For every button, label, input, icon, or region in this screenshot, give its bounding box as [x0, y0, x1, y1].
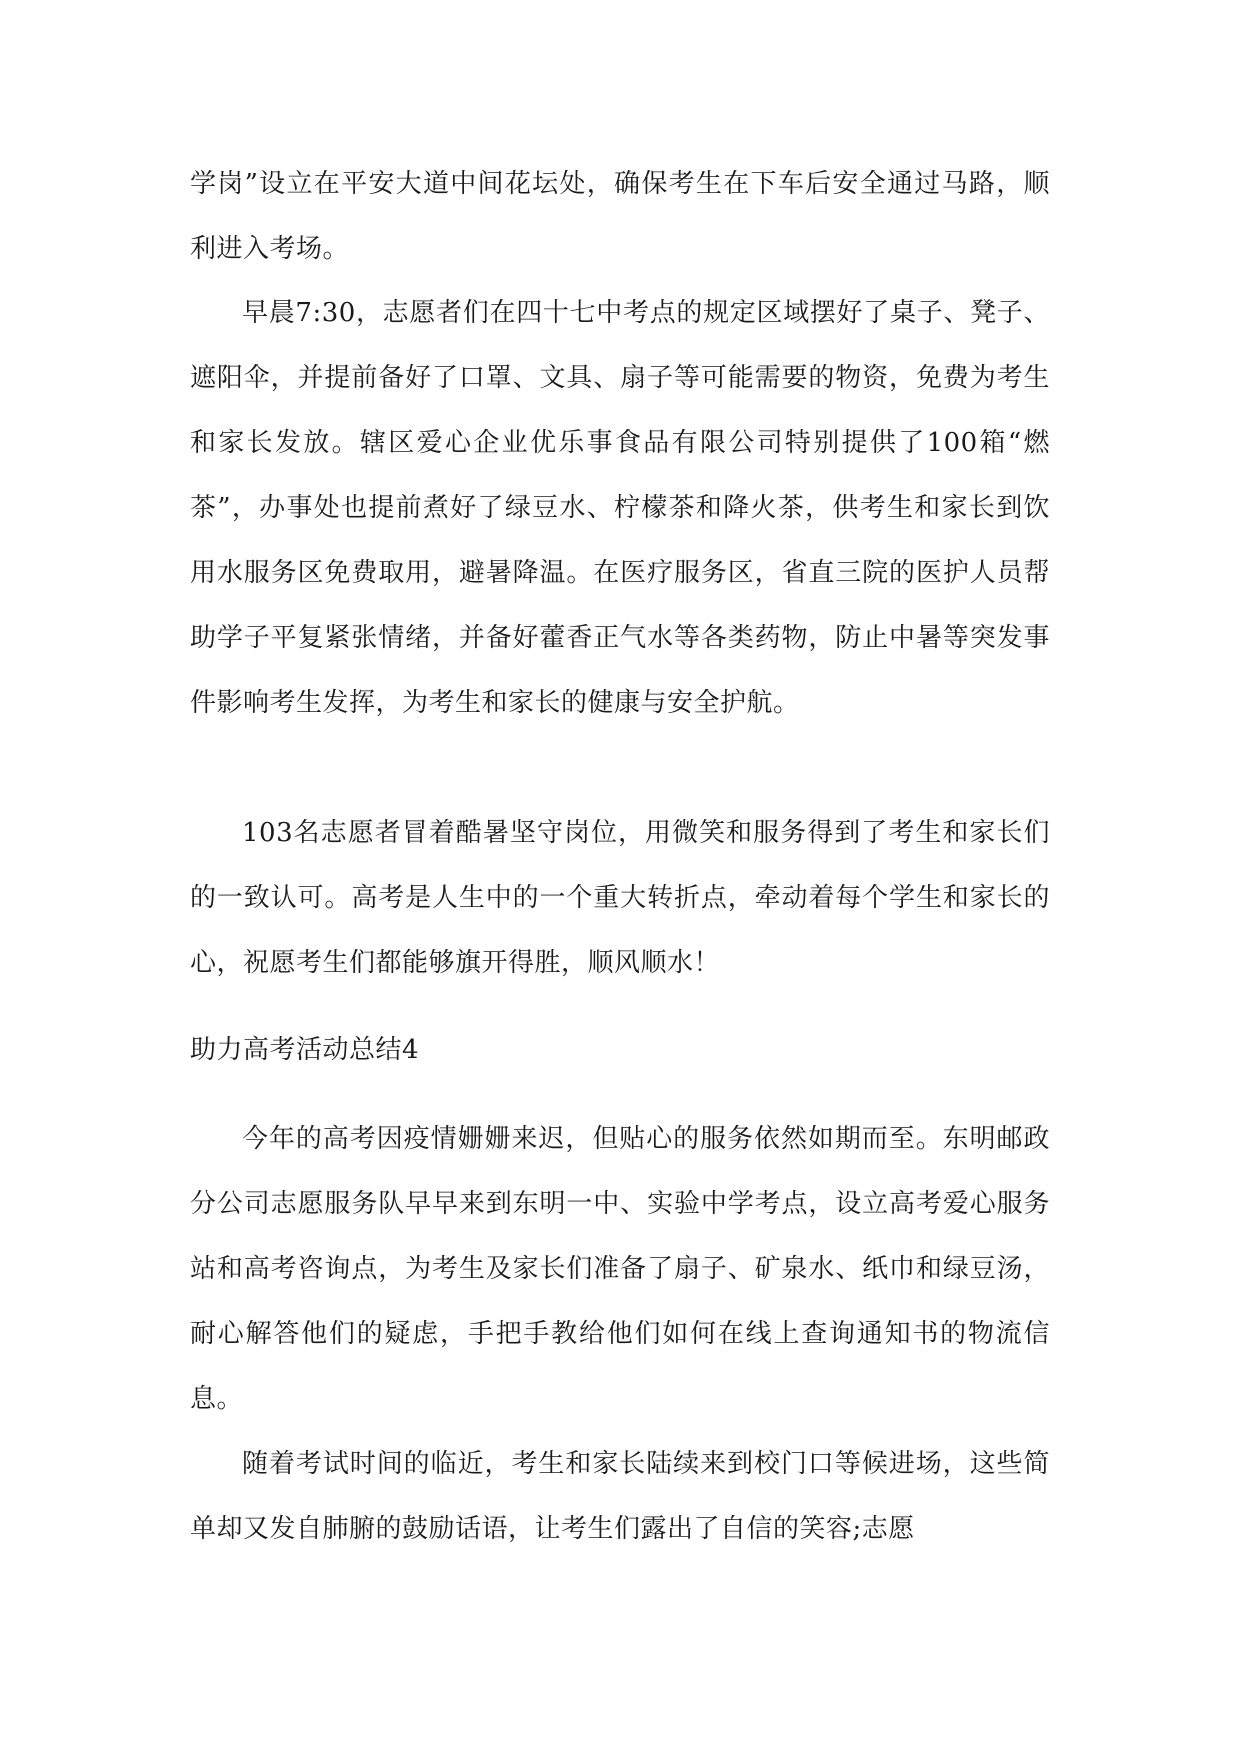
- paragraph-text: 103名志愿者冒着酷暑坚守岗位，用微笑和服务得到了考生和家长们的一致认可。高考是人生中的一个重大转折点，牵动着每个学生和家长的心，祝愿考生们都能够旗开得胜，顺风顺水！: [190, 818, 1050, 978]
- paragraph-postal-service: [190, 1107, 1050, 1432]
- paragraph-text: 今年的高考因疫情姗姗来迟，但贴心的服务依然如期而至。东明邮政分公司志愿服务队早早来到东明一中、实验中学考点，设立高考爱心服务站和高考咨询点，为考生及家长们准备了扇子、矿泉水、纸巾和绿豆汤，耐心解答他们的疑虑，手把手教给他们如何在线上查询通知书的物流信息。: [190, 1124, 1050, 1414]
- paragraph-continuation: [190, 152, 1050, 282]
- paragraph-volunteer-supplies: [190, 281, 1050, 736]
- section-heading: [190, 1018, 1050, 1083]
- section-title: 助力高考活动总结4: [190, 1035, 420, 1065]
- paragraph-text: 学岗”设立在平安大道中间花坛处，确保考生在下车后安全通过马路，顺利进入考场。: [190, 169, 1050, 264]
- paragraph-text: 随着考试时间的临近，考生和家长陆续来到校门口等候进场，这些简单却又发自肺腑的鼓励话语，让考生们露出了自信的笑容;志愿: [190, 1449, 1050, 1544]
- paragraph-volunteer-count: [190, 801, 1050, 996]
- paragraph-text: 早晨7:30，志愿者们在四十七中考点的规定区域摆好了桌子、凳子、遮阳伞，并提前备好了口罩、文具、扇子等可能需要的物资，免费为考生和家长发放。辖区爱心企业优乐事食品有限公司特别提供了100箱“燃茶”，办事处也提前煮好了绿豆水、柠檬茶和降火茶，供考生和家长到饮用水服务区免费取用，避暑降温。在医疗服务区，省直三院的医护人员帮助学子平复紧张情绪，并备好藿香正气水等各类药物，防止中暑等突发事件影响考生发挥，为考生和家长的健康与安全护航。: [190, 298, 1050, 718]
- paragraph-exam-approach: [190, 1432, 1050, 1562]
